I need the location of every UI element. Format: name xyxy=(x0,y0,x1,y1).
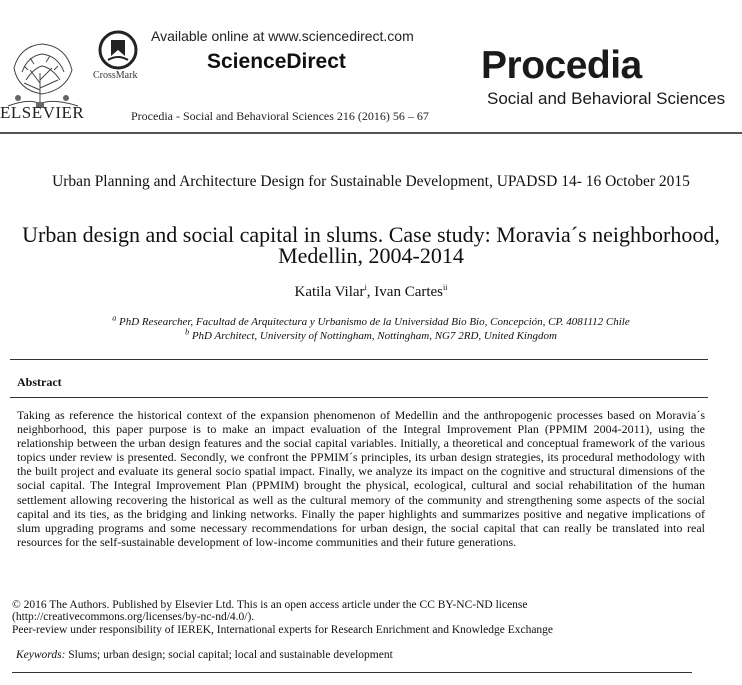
keywords-rule xyxy=(12,672,692,673)
affiliation-1 xyxy=(10,313,732,328)
author-name: Ivan Cartes xyxy=(374,284,444,300)
journal-reference: Procedia - Social and Behavioral Sciences 216 (2016) 56 – 67 xyxy=(131,109,429,123)
abstract-heading-rule xyxy=(10,397,708,398)
affiliation-text: PhD Researcher, Facultad de Arquitectura y Urbanismo de la Universidad Bio Bio, Concepción, CP. 4081112 Chile xyxy=(119,316,630,328)
crossmark-icon[interactable] xyxy=(98,30,138,70)
affiliation-mark: a xyxy=(112,313,117,323)
keywords-text: Slums; urban design; social capital; local and sustainable development xyxy=(68,649,393,661)
crossmark-label: CrossMark xyxy=(93,70,138,81)
copyright-line: © 2016 The Authors. Published by Elsevier Ltd. This is an open access article under the CC BY-NC-ND license xyxy=(12,599,528,611)
header-divider xyxy=(0,132,742,134)
author-affiliation-mark: i xyxy=(364,283,367,292)
affiliation-mark: b xyxy=(185,327,190,337)
license-link[interactable]: (http://creativecommons.org/licenses/by-nc-nd/4.0/). xyxy=(12,611,255,624)
elsevier-wordmark: ELSEVIER xyxy=(0,103,85,122)
abstract-body: Taking as reference the historical context of the expansion phenomenon of Medellin and the anthropogenic processes based on Moravia´s neighborhood, this paper purpose is to make an impact evaluation of the Integral Improvement Plan (PPMIM 2004-2011), using the relationship between the urban design features and the social capital variables. Initially, a theoretical and conceptual framework of the various topics under review is presented. Secondly, we confront the PPMIM´s principles, its urban design strategies, its procedural methodology with the built project and evaluate its general socio spatial impact. Finally, we analyze its impact on the cognitive and structural dimensions of the social capital. The Integral Improvement Plan (PPMIM) brought the physical, ecological, cultural and social rehabilitation of the human settlement allowing recovering the historical as well as the cultural memory of the community and strengthening some aspects of the social capital and its ties, as the bridging and linking networks. Finally the paper highlights and summarizes positive and negative implications of slum upgrading programs and some necessary recommendations for urban design, the social capital that can really be translated into real resources for the self-sustainable development of low-income communities and their future generations. xyxy=(17,408,705,549)
author-affiliation-mark: ii xyxy=(443,283,448,292)
author-separator: , xyxy=(366,284,375,300)
available-online-text[interactable]: Available online at www.sciencedirect.com xyxy=(151,28,414,44)
affiliation-2 xyxy=(10,327,732,342)
abstract-top-rule xyxy=(10,359,708,360)
article-title: Urban design and social capital in slums. Case study: Moravia´s neighborhood, Medellin, 2004-2014 xyxy=(22,222,720,268)
sciencedirect-wordmark[interactable]: ScienceDirect xyxy=(207,50,346,73)
journal-subtitle: Social and Behavioral Sciences xyxy=(487,89,726,108)
author-name: Katila Vilar xyxy=(294,284,365,300)
peer-review-line: Peer-review under responsibility of IEREK, International experts for Research Enrichment and Knowledge Exchange xyxy=(12,623,554,636)
conference-title: Urban Planning and Architecture Design for Sustainable Development, UPADSD 14- 16 October 2015 xyxy=(52,173,690,190)
affiliation-text: PhD Architect, University of Nottingham, Nottingham, NG7 2RD, United Kingdom xyxy=(191,330,557,342)
procedia-wordmark: Procedia xyxy=(481,44,642,87)
keywords-label: Keywords: xyxy=(16,649,66,661)
copyright-block xyxy=(12,599,692,636)
keywords-line xyxy=(16,649,393,661)
abstract-heading: Abstract xyxy=(17,375,62,389)
author-list xyxy=(10,284,732,301)
